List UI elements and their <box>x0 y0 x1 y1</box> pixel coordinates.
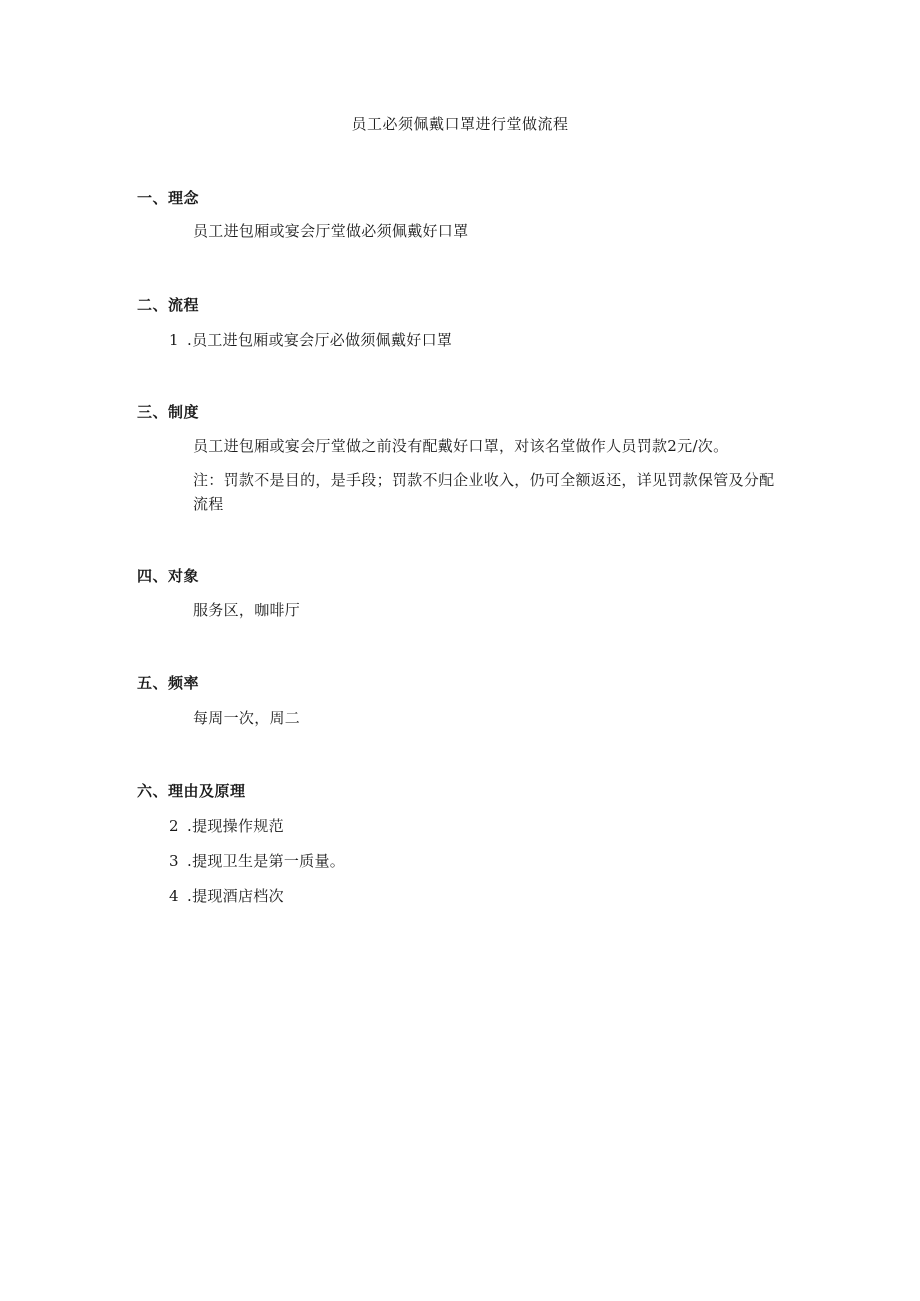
section-heading-concept: 一、理念 <box>137 189 200 207</box>
section-rules-note: 注：罚款不是目的，是手段；罚款不归企业收入，仍可全额返还，详见罚款保管及分配流程 <box>193 471 775 513</box>
document-title: 员工必须佩戴口罩进行堂做流程 <box>351 115 569 133</box>
section-heading-process: 二、流程 <box>137 296 200 314</box>
section-concept-text: 员工进包厢或宴会厅堂做必须佩戴好口罩 <box>193 222 469 240</box>
list-item-text: .提现卫生是第一质量。 <box>187 852 346 870</box>
process-list-item <box>169 329 452 350</box>
list-item-text: .提现酒店档次 <box>187 887 284 905</box>
section-frequency-text: 每周一次，周二 <box>193 709 301 727</box>
list-item-number: 4 <box>169 887 179 905</box>
section-rules-text: 员工进包厢或宴会厅堂做之前没有配戴好口罩，对该名堂做作人员罚款2元/次。 <box>193 437 729 455</box>
section-heading-target: 四、对象 <box>137 567 200 585</box>
list-item-number: 1 <box>169 331 179 349</box>
section-heading-rules: 三、制度 <box>137 403 200 421</box>
list-item-number: 3 <box>169 852 179 870</box>
section-heading-rationale: 六、理由及原理 <box>137 782 246 800</box>
rationale-list-item <box>169 850 345 871</box>
rationale-list-item <box>169 815 284 836</box>
list-item-text: .提现操作规范 <box>187 817 284 835</box>
section-target-text: 服务区，咖啡厅 <box>193 601 301 619</box>
rationale-list-item <box>169 885 284 906</box>
list-item-text: .员工进包厢或宴会厅必做须佩戴好口罩 <box>187 331 453 349</box>
section-heading-frequency: 五、频率 <box>137 674 200 692</box>
list-item-number: 2 <box>169 817 179 835</box>
